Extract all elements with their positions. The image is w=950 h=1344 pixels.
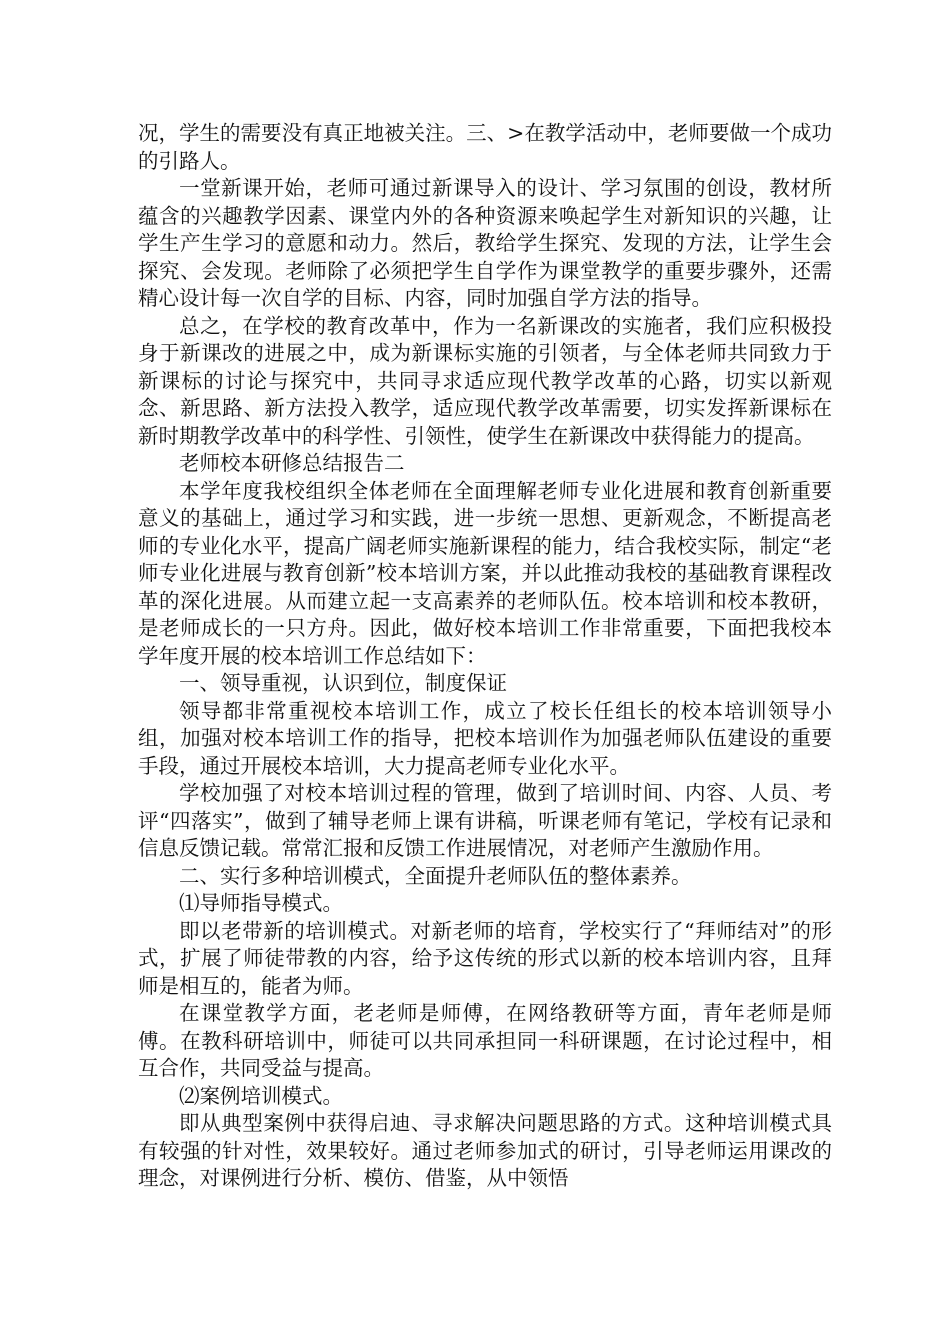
paragraph: 总之，在学校的教育改革中，作为一名新课改的实施者，我们应积极投身于新课改的进展之中，成为新课标实施的引领者，与全体老师共同致力于新课标的讨论与探究中，共同寻求适应现代教学改革的心路，切实以新观念、新思路、新方法投入教学，适应现代教学改革需要，切实发挥新课标在新时期教学改革中的科学性、引领性，使学生在新课改中获得能力的提高。 [138, 313, 832, 448]
section-heading: 一、领导重视，认识到位，制度保证 [179, 671, 507, 695]
paragraph: 即以老带新的培训模式。对新老师的培育，学校实行了“拜师结对”的形式，扩展了师徒带教的内容，给予这传统的形式以新的校本培训内容，且拜师是相互的，能者为师。 [138, 918, 832, 998]
paragraph: 本学年度我校组织全体老师在全面理解老师专业化进展和教育创新重要意义的基础上，通过学习和实践，进一步统一思想、更新观念，不断提高老师的专业化水平，提高广阔老师实施新课程的能力，结合我校实际，制定“老师专业化进展与教育创新”校本培训方案，并以此推动我校的基础教育课程改革的深化进展。从而建立起一支高素养的老师队伍。校本培训和校本教研，是老师成长的一只方舟。因此，做好校本培训工作非常重要，下面把我校本学年度开展的校本培训工作总结如下： [138, 478, 832, 668]
paragraph: 领导都非常重视校本培训工作，成立了校长任组长的校本培训领导小组，加强对校本培训工作的指导，把校本培训作为加强老师队伍建设的重要手段，通过开展校本培训，大力提高老师专业化水平。 [138, 698, 832, 778]
section-heading: 二、实行多种培训模式，全面提升老师队伍的整体素养。 [179, 863, 692, 888]
paragraph: 一堂新课开始，老师可通过新课导入的设计、学习氛围的创设，教材所蕴含的兴趣教学因素、课堂内外的各种资源来唤起学生对新知识的兴趣，让学生产生学习的意愿和动力。然后，教给学生探究、发现的方法，让学生会探究、会发现。老师除了必须把学生自学作为课堂教学的重要步骤外，还需精心设计每一次自学的目标、内容，同时加强自学方法的指导。 [138, 176, 832, 310]
section-title: 老师校本研修总结报告二 [179, 451, 405, 475]
paragraph: 况，学生的需要没有真正地被关注。三、>在教学活动中，老师要做一个成功的引路人。 [138, 121, 832, 173]
paragraph: 即从典型案例中获得启迪、寻求解决问题思路的方式。这种培训模式具有较强的针对性，效果较好。通过老师参加式的研讨，引导老师运用课改的理念，对课例进行分析、模仿、借鉴，从中领悟 [138, 1111, 832, 1190]
subsection-heading: ⑴导师指导模式。 [179, 891, 343, 915]
paragraph: 学校加强了对校本培训过程的管理，做到了培训时间、内容、人员、考评“四落实”，做到了辅导老师上课有讲稿，听课老师有笔记，学校有记录和信息反馈记载。常常汇报和反馈工作进展情况，对老师产生激励作用。 [138, 781, 832, 860]
paragraph: 在课堂教学方面，老老师是师傅，在网络教研等方面，青年老师是师傅。在教科研培训中，师徒可以共同承担同一科研课题，在讨论过程中，相互合作，共同受益与提高。 [138, 1001, 832, 1080]
subsection-heading: ⑵案例培训模式。 [179, 1083, 343, 1108]
document-body [138, 120, 832, 1193]
